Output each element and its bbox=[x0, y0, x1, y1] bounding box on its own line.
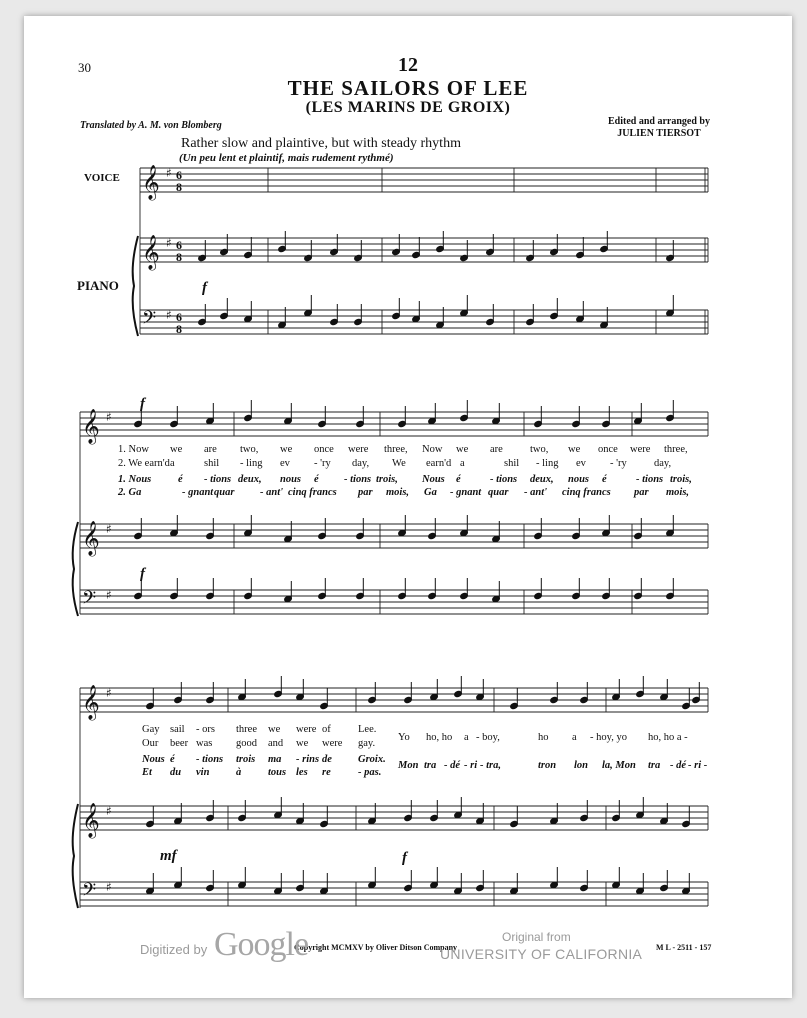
lyric-syllable: é bbox=[170, 754, 175, 765]
lyric-syllable: - tra, bbox=[480, 760, 501, 771]
dynamic-forte: f bbox=[140, 396, 145, 412]
lyric-syllable: ho, ho bbox=[426, 732, 453, 743]
key-signature-sharp-icon: ♯ bbox=[106, 410, 112, 424]
key-signature-sharp-icon: ♯ bbox=[106, 522, 112, 536]
lyric-syllable: were bbox=[322, 738, 343, 749]
lyric-syllable: - ling bbox=[240, 458, 263, 469]
key-signature-sharp-icon: ♯ bbox=[166, 166, 172, 180]
lyric-syllable: trois, bbox=[376, 474, 398, 485]
lyric-syllable: Et bbox=[142, 767, 152, 778]
lyric-syllable: deux, bbox=[530, 474, 554, 485]
treble-clef-icon: 𝄞 bbox=[82, 409, 100, 444]
lyric-syllable: we bbox=[456, 444, 469, 455]
lyric-syllable: mois, bbox=[666, 487, 690, 498]
lyric-syllable: - boy, bbox=[476, 732, 500, 743]
lyric-syllable: we bbox=[268, 724, 281, 735]
song-subtitle: (LES MARINS DE GROIX) bbox=[305, 99, 511, 116]
lyric-syllable: les bbox=[296, 767, 308, 778]
key-signature-sharp-icon: ♯ bbox=[106, 880, 112, 894]
lyric-syllable: a bbox=[170, 458, 175, 469]
lyric-syllable: quar bbox=[488, 487, 509, 498]
treble-clef-icon: 𝄞 bbox=[142, 165, 160, 200]
lyric-syllable: - ors bbox=[196, 724, 215, 735]
key-signature-sharp-icon: ♯ bbox=[106, 804, 112, 818]
lyric-syllable: vin bbox=[196, 767, 210, 778]
piano-brace bbox=[73, 522, 78, 616]
treble-clef-icon: 𝄞 bbox=[82, 685, 100, 720]
bass-clef-icon: 𝄢 bbox=[82, 588, 97, 613]
lyric-syllable: tous bbox=[268, 767, 287, 778]
lyric-syllable: earn'd bbox=[426, 458, 452, 469]
lyric-syllable: mois, bbox=[386, 487, 410, 498]
lyric-syllable: - rins bbox=[296, 754, 320, 765]
university-label: UNIVERSITY OF CALIFORNIA bbox=[440, 946, 643, 962]
lyric-syllable: du bbox=[170, 767, 182, 778]
lyric-syllable: gay. bbox=[358, 738, 376, 749]
key-signature-sharp-icon: ♯ bbox=[106, 686, 112, 700]
lyric-syllable: Nous bbox=[422, 474, 445, 485]
dynamic-forte: f bbox=[202, 280, 207, 296]
lyric-syllable: - dé bbox=[670, 760, 687, 771]
lyric-syllable: a bbox=[572, 732, 577, 743]
original-from-label: Original from bbox=[502, 930, 571, 944]
piano-brace bbox=[73, 804, 78, 908]
lyric-syllable: Gay bbox=[142, 724, 160, 735]
time-signature-bottom: 8 bbox=[176, 322, 182, 336]
time-signature-top: 6 bbox=[176, 168, 182, 182]
lyric-syllable: nous bbox=[568, 474, 590, 485]
tempo-marking: Rather slow and plaintive, but with steady rhythm bbox=[181, 136, 461, 151]
tempo-marking-french: (Un peu lent et plaintif, mais rudement rythmé) bbox=[179, 152, 394, 164]
treble-clef-icon: 𝄞 bbox=[82, 521, 100, 556]
lyric-syllable: day, bbox=[352, 458, 370, 469]
bass-clef-icon: 𝄢 bbox=[142, 308, 157, 333]
key-signature-sharp-icon: ♯ bbox=[166, 236, 172, 250]
lyric-syllable: we bbox=[296, 738, 309, 749]
lyric-syllable: were bbox=[296, 724, 317, 735]
lyric-syllable: were bbox=[348, 444, 369, 455]
lyric-syllable: we bbox=[170, 444, 183, 455]
treble-clef-icon: 𝄞 bbox=[82, 803, 100, 838]
lyric-syllable: - tions bbox=[490, 474, 518, 485]
voice-label: VOICE bbox=[84, 172, 120, 184]
time-signature-top: 6 bbox=[176, 238, 182, 252]
copyright-notice: Copyright MCMXV by Oliver Ditson Company bbox=[294, 943, 458, 952]
lyric-syllable: Our bbox=[142, 738, 159, 749]
lyric-syllable: Now bbox=[422, 444, 443, 455]
google-logo: Google bbox=[214, 926, 309, 963]
lyric-syllable: é bbox=[178, 474, 183, 485]
lyric-syllable: are bbox=[490, 444, 503, 455]
lyric-syllable: - gnant bbox=[450, 487, 482, 498]
lyric-syllable: day, bbox=[654, 458, 672, 469]
lyric-syllable: é bbox=[456, 474, 461, 485]
lyric-syllable: - gnant bbox=[182, 487, 214, 498]
bass-clef-icon: 𝄢 bbox=[82, 880, 97, 905]
lyric-syllable: shil bbox=[204, 458, 220, 469]
lyric-syllable: three, bbox=[384, 444, 408, 455]
lyric-syllable: two, bbox=[530, 444, 549, 455]
translator-credit: Translated by A. M. von Blomberg bbox=[80, 120, 222, 131]
lyric-syllable: nous bbox=[280, 474, 302, 485]
lyric-syllable: quar bbox=[214, 487, 235, 498]
page-number: 30 bbox=[78, 60, 91, 75]
lyric-syllable: - ant' bbox=[260, 487, 284, 498]
lyric-syllable: cinq francs bbox=[288, 487, 337, 498]
lyric-syllable: - ri - bbox=[688, 760, 708, 771]
lyric-syllable: Groix. bbox=[358, 754, 386, 765]
lyric-syllable: par bbox=[634, 487, 649, 498]
lyric-syllable: 2. We earn'd bbox=[118, 458, 170, 469]
lyric-syllable: é bbox=[314, 474, 319, 485]
lyric-syllable: and bbox=[268, 738, 284, 749]
lyric-syllable: we bbox=[280, 444, 293, 455]
dynamic-forte: f bbox=[140, 566, 145, 582]
key-signature-sharp-icon: ♯ bbox=[166, 308, 172, 322]
lyric-syllable: - ling bbox=[536, 458, 559, 469]
lyric-syllable: deux, bbox=[238, 474, 262, 485]
digitized-by-label: Digitized by bbox=[140, 942, 208, 957]
lyric-syllable: de bbox=[322, 754, 332, 765]
lyric-syllable: good bbox=[236, 738, 257, 749]
lyric-syllable: - tions bbox=[204, 474, 232, 485]
piano-label: PIANO bbox=[77, 278, 119, 293]
lyric-syllable: a bbox=[460, 458, 465, 469]
lyric-syllable: lon bbox=[574, 760, 589, 771]
lyric-syllable: - 'ry bbox=[610, 458, 627, 469]
lyric-syllable: ma bbox=[268, 754, 282, 765]
lyric-syllable: once bbox=[314, 444, 334, 455]
lyric-syllable: two, bbox=[240, 444, 259, 455]
sheet-music-page bbox=[24, 16, 792, 998]
lyric-syllable: - dé bbox=[444, 760, 461, 771]
time-signature-bottom: 8 bbox=[176, 250, 182, 264]
lyric-syllable: three, bbox=[664, 444, 688, 455]
lyric-syllable: à bbox=[236, 767, 242, 778]
lyric-syllable: ev bbox=[576, 458, 586, 469]
lyric-syllable: - hoy, yo bbox=[590, 732, 627, 743]
lyric-syllable: we bbox=[568, 444, 581, 455]
lyric-syllable: re bbox=[322, 767, 331, 778]
song-number: 12 bbox=[398, 54, 418, 76]
lyric-syllable: cinq francs bbox=[562, 487, 611, 498]
lyric-syllable: sail bbox=[170, 724, 185, 735]
lyric-syllable: trois bbox=[236, 754, 256, 765]
lyric-syllable: three bbox=[236, 724, 257, 735]
dynamic-forte: f bbox=[402, 850, 407, 866]
lyric-syllable: é bbox=[602, 474, 607, 485]
lyric-syllable: - tions bbox=[196, 754, 224, 765]
lyric-syllable: were bbox=[630, 444, 651, 455]
lyric-syllable: are bbox=[204, 444, 217, 455]
lyric-syllable: Lee. bbox=[358, 724, 377, 735]
catalog-number: M L - 2511 - 157 bbox=[656, 943, 712, 952]
treble-clef-icon: 𝄞 bbox=[142, 235, 160, 270]
editor-line-1: Edited and arranged by bbox=[608, 116, 710, 127]
lyric-syllable: once bbox=[598, 444, 618, 455]
lyric-syllable: ev bbox=[280, 458, 290, 469]
lyric-syllable: - ri bbox=[464, 760, 478, 771]
key-signature-sharp-icon: ♯ bbox=[106, 588, 112, 602]
lyric-syllable: ho bbox=[538, 732, 549, 743]
lyric-syllable: - 'ry bbox=[314, 458, 331, 469]
lyric-syllable: la, Mon bbox=[602, 760, 636, 771]
lyric-syllable: shil bbox=[504, 458, 520, 469]
lyric-syllable: tron bbox=[538, 760, 557, 771]
editor-line-2: JULIEN TIERSOT bbox=[617, 128, 701, 139]
time-signature-bottom: 8 bbox=[176, 180, 182, 194]
lyric-syllable: beer bbox=[170, 738, 189, 749]
lyric-syllable: Yo bbox=[398, 732, 410, 743]
lyric-syllable: Nous bbox=[142, 754, 165, 765]
lyric-syllable: 1. Nous bbox=[118, 474, 152, 485]
lyric-syllable: a bbox=[464, 732, 469, 743]
time-signature-top: 6 bbox=[176, 310, 182, 324]
piano-brace bbox=[133, 236, 138, 336]
lyric-syllable: tra bbox=[424, 760, 437, 771]
lyric-syllable: tra bbox=[648, 760, 661, 771]
lyric-syllable: - pas. bbox=[358, 767, 382, 778]
lyric-syllable: ho, ho a - bbox=[648, 732, 688, 743]
dynamic-mezzo-forte: mf bbox=[160, 848, 177, 864]
lyric-syllable: 2. Ga bbox=[118, 487, 142, 498]
lyric-syllable: - tions bbox=[636, 474, 664, 485]
lyric-syllable: trois, bbox=[670, 474, 692, 485]
lyric-syllable: We bbox=[392, 458, 406, 469]
song-title: THE SAILORS OF LEE bbox=[287, 76, 529, 100]
lyric-syllable: 1. Now bbox=[118, 444, 149, 455]
music-notation bbox=[24, 16, 792, 998]
lyric-syllable: - ant' bbox=[524, 487, 548, 498]
lyric-syllable: was bbox=[196, 738, 213, 749]
lyric-syllable: of bbox=[322, 724, 331, 735]
lyric-syllable: Mon bbox=[398, 760, 419, 771]
lyric-syllable: Ga bbox=[424, 487, 437, 498]
lyric-syllable: - tions bbox=[344, 474, 372, 485]
lyric-syllable: par bbox=[358, 487, 373, 498]
